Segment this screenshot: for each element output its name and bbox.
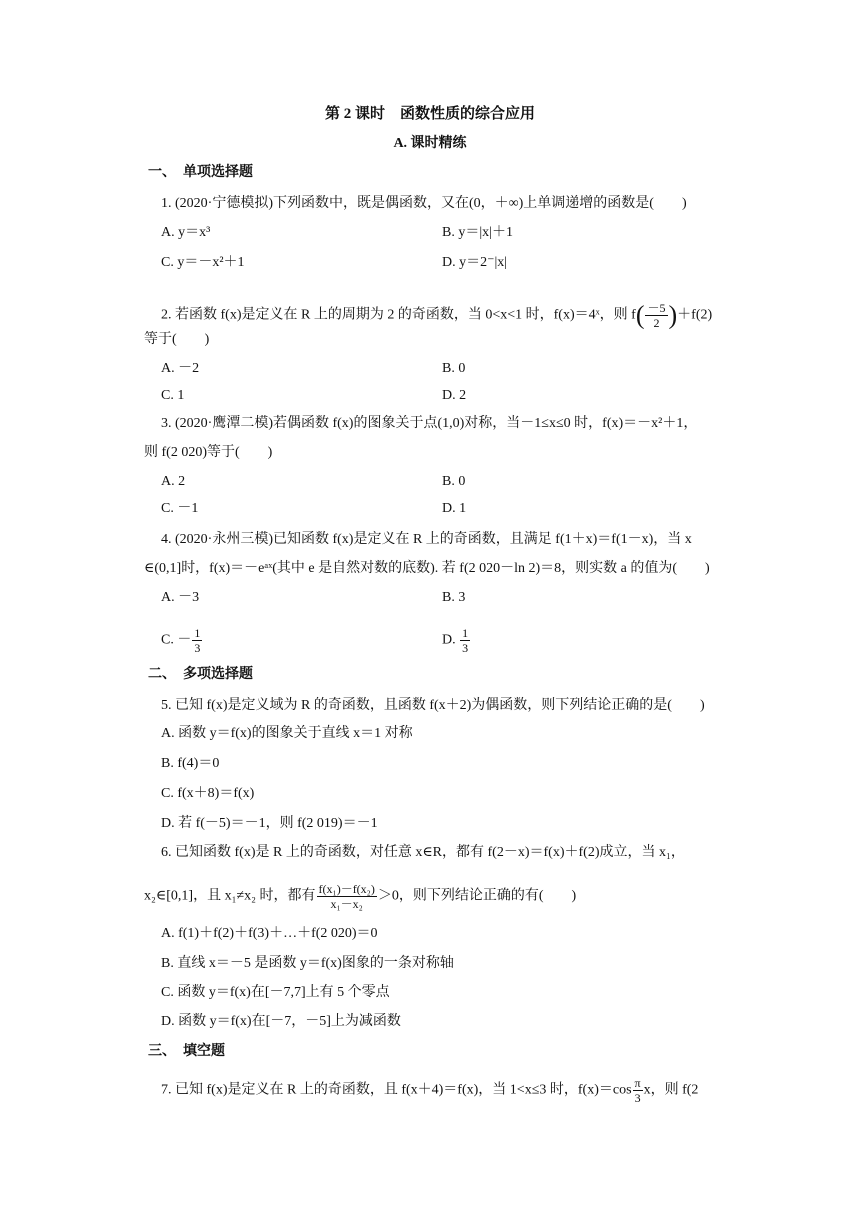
- question-6-stem-continued: [144, 882, 576, 911]
- fraction-numerator: －5: [647, 301, 666, 315]
- right-paren-icon: ): [668, 300, 678, 330]
- question-3-stem-continued: 则 f(2 020)等于( ): [144, 445, 273, 460]
- question-7-stem: [161, 1076, 698, 1105]
- question-6-option-b: B. 直线 x＝－5 是函数 y＝f(x)图象的一条对称轴: [161, 956, 454, 971]
- question-5-option-c: C. f(x＋8)＝f(x): [161, 786, 255, 801]
- question-3-option-c: C. －1: [161, 501, 199, 516]
- question-6-option-a: A. f(1)＋f(2)＋f(3)＋…＋f(2 020)＝0: [161, 926, 378, 941]
- question-2-stem-text: 2. 若函数 f(x)是定义在 R 上的周期为 2 的奇函数，当 0<x<1 时，f(x)＝4ˣ，则 f: [161, 307, 636, 323]
- question-1-option-a: A. y＝x³: [161, 225, 211, 240]
- question-1-option-d: D. y＝2⁻|x|: [442, 255, 508, 270]
- section-heading-multiple-choice: 二、 多项选择题: [148, 667, 253, 682]
- question-1-option-c: C. y＝－x²＋1: [161, 255, 245, 270]
- question-7-fraction: [633, 1076, 643, 1105]
- question-6-stem: 6. 已知函数 f(x)是 R 上的奇函数，对任意 x∈R，都有 f(2－x)＝f(x)＋f(2)成立，当 x₁，: [161, 845, 685, 860]
- question-7-stem-tail: x，则 f(2: [643, 1082, 699, 1098]
- fraction-numerator: π: [634, 1076, 641, 1090]
- question-5-option-d: D. 若 f(－5)＝－1，则 f(2 019)＝－1: [161, 816, 378, 831]
- question-6-stem-tail: ＞0，则下列结论正确的有( ): [377, 888, 577, 904]
- fraction-denominator: 2: [653, 316, 660, 330]
- question-4-option-a: A. －3: [161, 590, 200, 605]
- left-paren-icon: (: [635, 300, 645, 330]
- question-3-option-a: A. 2: [161, 474, 186, 489]
- page-subtitle: A. 课时精练: [393, 136, 467, 151]
- question-5-option-b: B. f(4)＝0: [161, 756, 220, 771]
- question-2-fraction: [645, 301, 667, 330]
- question-6-stem-text: x₂∈[0,1]，且 x₁≠x₂ 时，都有: [144, 888, 316, 904]
- question-2-stem-tail: ＋f(2): [677, 307, 713, 323]
- question-4-option-d: [442, 626, 471, 655]
- question-3-option-b: B. 0: [442, 474, 466, 489]
- question-5-option-a: A. 函数 y＝f(x)的图象关于直线 x＝1 对称: [161, 726, 413, 741]
- fraction-denominator: 3: [634, 1091, 641, 1105]
- option-c-label: C. －: [161, 632, 192, 648]
- question-4-option-b: B. 3: [442, 590, 466, 605]
- option-d-label: D.: [442, 632, 460, 648]
- section-heading-single-choice: 一、 单项选择题: [148, 165, 253, 180]
- option-c-fraction: [192, 626, 202, 655]
- fraction-numerator: f(x₁)－f(x₂): [318, 882, 375, 896]
- question-2-option-d: D. 2: [442, 388, 467, 403]
- question-3-stem: 3. (2020·鹰潭二模)若偶函数 f(x)的图象关于点(1,0)对称，当－1≤x≤0 时，f(x)＝－x²＋1，: [161, 416, 698, 431]
- option-d-fraction: [460, 626, 470, 655]
- question-4-stem-continued: ∈(0,1]时，f(x)＝－eᵃˣ(其中 e 是自然对数的底数). 若 f(2 020－ln 2)＝8，则实数 a 的值为( ): [144, 561, 710, 576]
- fraction-denominator: 3: [194, 641, 201, 655]
- question-6-fraction: [317, 882, 377, 911]
- question-7-stem-text: 7. 已知 f(x)是定义在 R 上的奇函数，且 f(x＋4)＝f(x)，当 1<x≤3 时，f(x)＝cos: [161, 1082, 632, 1098]
- page-title: 第 2 课时 函数性质的综合应用: [324, 106, 535, 122]
- question-2-option-a: A. －2: [161, 361, 200, 376]
- question-6-option-d: D. 函数 y＝f(x)在[－7，－5]上为减函数: [161, 1014, 401, 1029]
- question-2-option-c: C. 1: [161, 388, 185, 403]
- question-2-stem-continued: 等于( ): [144, 332, 210, 347]
- question-1-option-b: B. y＝|x|＋1: [442, 225, 513, 240]
- question-2-stem: [161, 301, 712, 330]
- fraction-numerator: 1: [194, 626, 201, 640]
- fraction-denominator: x₁－x₂: [330, 897, 363, 911]
- question-1-stem: 1. (2020·宁德模拟)下列函数中，既是偶函数，又在(0，＋∞)上单调递增的函数是( ): [161, 196, 687, 211]
- section-heading-fill-blank: 三、 填空题: [148, 1044, 225, 1059]
- question-4-stem: 4. (2020·永州三模)已知函数 f(x)是定义在 R 上的奇函数，且满足 f(1＋x)＝f(1－x)，当 x: [161, 532, 692, 547]
- question-3-option-d: D. 1: [442, 501, 467, 516]
- question-5-stem: 5. 已知 f(x)是定义域为 R 的奇函数，且函数 f(x＋2)为偶函数，则下列结论正确的是( ): [161, 698, 705, 713]
- question-2-option-b: B. 0: [442, 361, 466, 376]
- question-4-option-c: [161, 626, 203, 655]
- fraction-numerator: 1: [462, 626, 469, 640]
- question-6-option-c: C. 函数 y＝f(x)在[－7,7]上有 5 个零点: [161, 985, 390, 1000]
- fraction-denominator: 3: [462, 641, 469, 655]
